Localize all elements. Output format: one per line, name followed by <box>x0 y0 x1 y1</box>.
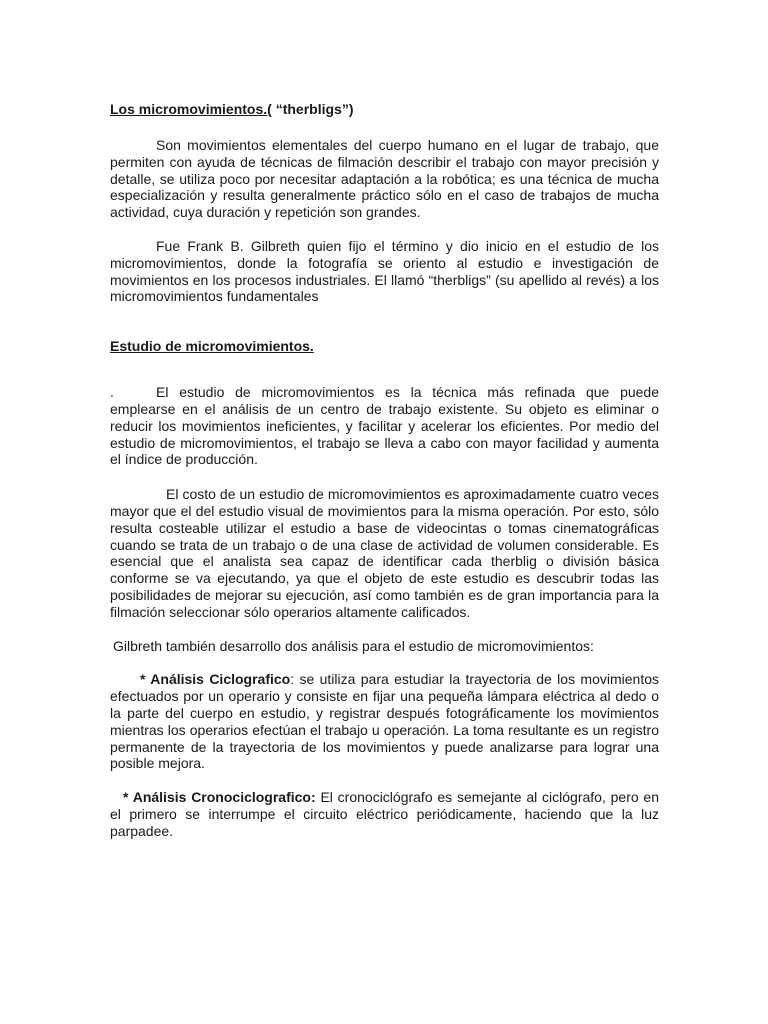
paragraph-gilbreth-analisis: Gilbreth también desarrollo dos análisis para el estudio de micromovimientos: <box>113 637 594 654</box>
text-analisis-ciclografico: : se utiliza para estudiar la trayectoria de los movimientos efectuados por un operario y consiste en fijar una pequeña lámpara eléctrica al dedo o la parte del cuerpo en estudio, y registrar después fotográficamente los movimientos mientras los operarios efectúan el trabajo u operación. La toma resultante es un registro permanente de la trayectoria de los movimientos y puede analizarse para lograr una posible mejora. <box>110 671 659 772</box>
paragraph-definition: Son movimientos elementales del cuerpo humano en el lugar de trabajo, que permiten con ayuda de técnicas de filmación describir el trabajo con mayor precisión y detalle, se utiliza poco por necesitar adaptación a la robótica; es una técnica de mucha especialización y resulta generalmente práctico sólo en el caso de trabajos de mucha actividad, cuya duración y repetición son grandes. <box>110 137 659 221</box>
paragraph-estudio-tecnica-text: El estudio de micromovimientos es la técnica más refinada que puede emplearse en el análisis de un centro de trabajo existente. Su objeto es eliminar o reducir los movimientos ineficientes, y facilitar y acelerar los eficientes. Por medio del estudio de micromovimientos, el trabajo se lleva a cabo con mayor facilidad y aumenta el índice de producción. <box>110 384 659 468</box>
paragraph-estudio-tecnica <box>110 384 659 468</box>
text-analisis-cronociclografico: El cronociclógrafo es semejante al ciclógrafo, pero en el primero se interrumpe el circuito eléctrico periódicamente, haciendo que la luz parpadee. <box>110 789 659 839</box>
heading-estudio-text: Estudio de micromovimientos. <box>110 338 314 355</box>
heading-underlined-text: Los micromovimientos.( <box>110 101 272 117</box>
term-analisis-cronociclografico: * Análisis Cronociclografico: <box>123 789 316 806</box>
paragraph-costo: El costo de un estudio de micromovimientos es aproximadamente cuatro veces mayor que el del estudio visual de movimientos para la misma operación. Por esto, sólo resulta costeable utilizar el estudio a base de videocintas o tomas cinematográficas cuando se trata de un trabajo o de una clase de actividad de volumen considerable. Es esencial que el analista sea capaz de identificar cada therblig o división básica conforme se va ejecutando, ya que el objeto de este estudio es descubrir todas las posibilidades de mejorar su ejecución, así como también es de gran importancia para la filmación seleccionar sólo operarios altamente calificados. <box>110 486 659 620</box>
list-item-ciclografico <box>110 671 659 772</box>
heading-therbligs-text: “therbligs”) <box>271 101 354 117</box>
paragraph-lead-dot: . <box>110 384 114 401</box>
document-page <box>110 99 659 840</box>
section-heading-micromovimientos <box>110 99 659 119</box>
paragraph-gilbreth: Fue Frank B. Gilbreth quien fijo el término y dio inicio en el estudio de los micromovimientos, donde la fotografía se oriento al estudio e investigación de movimientos en los procesos industriales. El llamó “therbligs” (su apellido al revés) a los micromovimientos fundamentales <box>110 237 659 305</box>
list-item-cronociclografico <box>110 789 659 839</box>
term-analisis-ciclografico: * Análisis Ciclografico <box>140 671 291 688</box>
section-heading-estudio <box>110 336 659 356</box>
